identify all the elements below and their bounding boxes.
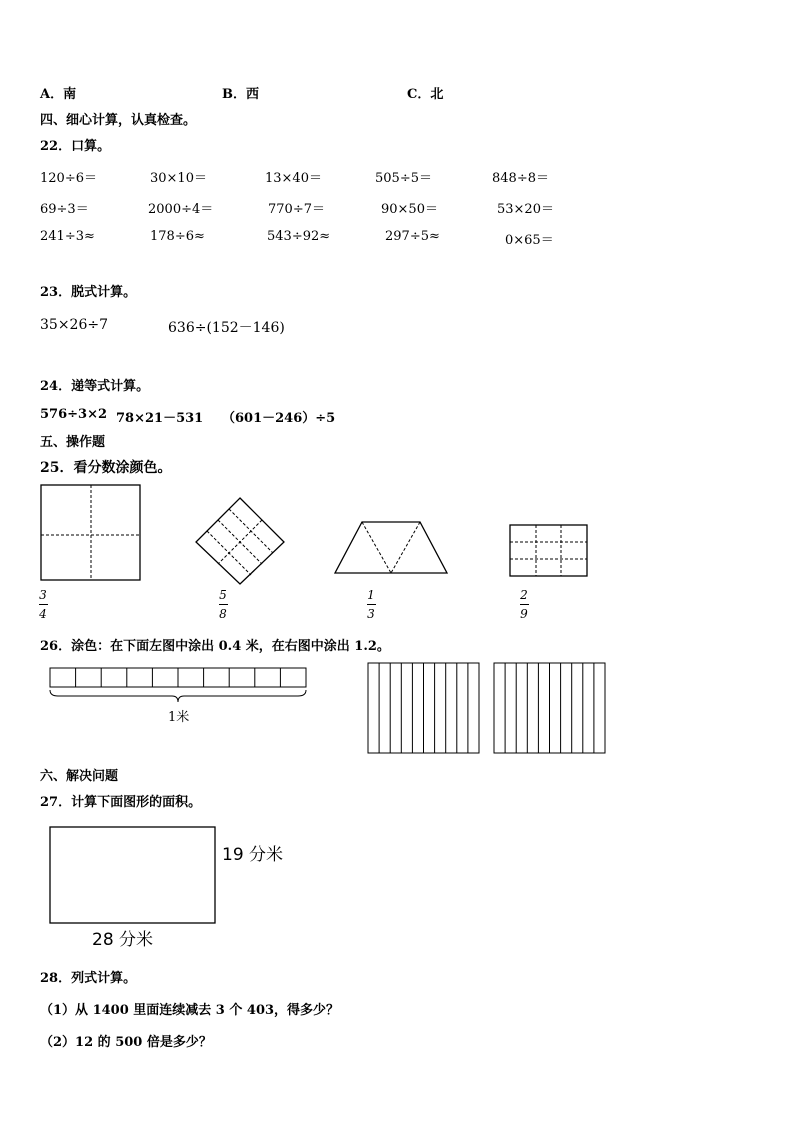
oral-calc-item: 13×40＝ — [265, 171, 322, 186]
option-a: A．南 — [40, 87, 77, 102]
ruler-label: 1米 — [168, 710, 190, 725]
grid-rectangle-shape — [510, 525, 587, 576]
section6-title: 六、解决问题 — [40, 769, 119, 784]
trapezoid-shape — [335, 522, 447, 573]
height-label: 19 分米 — [222, 845, 284, 865]
q24-title: 24．递等式计算。 — [40, 379, 150, 394]
fraction-label: 3 4 — [39, 588, 47, 621]
q26-figures — [0, 660, 794, 760]
q28-item-2: （2）12 的 500 倍是多少？ — [40, 1035, 212, 1050]
oral-calc-item: 53×20＝ — [497, 202, 554, 217]
oral-calc-item: 241÷3≈ — [40, 229, 95, 244]
fraction-label: 1 3 — [367, 588, 375, 621]
q28-title: 28．列式计算。 — [40, 971, 137, 986]
section4-title: 四、细心计算，认真检查。 — [40, 113, 197, 128]
oral-calc-item: 90×50＝ — [381, 202, 438, 217]
oral-calc-item: 120÷6＝ — [40, 171, 97, 186]
option-c: C．北 — [407, 87, 444, 102]
option-b: B．西 — [222, 87, 259, 102]
q27-rectangle — [0, 820, 200, 930]
brace-icon — [50, 690, 306, 702]
oral-calc-item: 505÷5＝ — [375, 171, 432, 186]
q24-item: 78×21－531 — [116, 411, 204, 426]
q27-title: 27．计算下面图形的面积。 — [40, 795, 202, 810]
q24-item: （601－246）÷5 — [222, 411, 336, 426]
oral-calc-item: 178÷6≈ — [150, 229, 205, 244]
oral-calc-item: 770÷7＝ — [268, 202, 325, 217]
q23-item: 35×26÷7 — [40, 317, 108, 333]
q28-item-1: （1）从 1400 里面连续减去 3 个 403，得多少？ — [40, 1003, 340, 1018]
oral-calc-item: 2000÷4＝ — [148, 202, 214, 217]
strip-block-2 — [494, 663, 605, 753]
meter-strip — [50, 668, 306, 687]
oral-calc-item: 543÷92≈ — [267, 229, 331, 244]
width-label: 28 分米 — [92, 930, 154, 950]
q22-title: 22．口算。 — [40, 139, 111, 154]
oral-calc-item: 69÷3＝ — [40, 202, 89, 217]
fraction-label: 5 8 — [219, 588, 227, 621]
oral-calc-item: 297÷5≈ — [385, 229, 440, 244]
fraction-label: 2 9 — [520, 588, 528, 621]
diamond-shape — [196, 498, 284, 584]
section5-title: 五、操作题 — [40, 435, 106, 450]
q25-title: 25．看分数涂颜色。 — [40, 460, 172, 476]
q23-item: 636÷(152－146) — [168, 320, 285, 336]
oral-calc-item: 30×10＝ — [150, 171, 207, 186]
oral-calc-item: 0×65＝ — [505, 233, 554, 248]
strip-block-1 — [368, 663, 479, 753]
q23-title: 23．脱式计算。 — [40, 285, 137, 300]
q26-title: 26．涂色：在下面左图中涂出 0.4 米，在右图中涂出 1.2。 — [40, 639, 390, 654]
oral-calc-item: 848÷8＝ — [492, 171, 549, 186]
square-shape — [41, 485, 140, 580]
q25-shapes — [0, 480, 794, 620]
q24-item: 576÷3×2 — [40, 407, 108, 422]
